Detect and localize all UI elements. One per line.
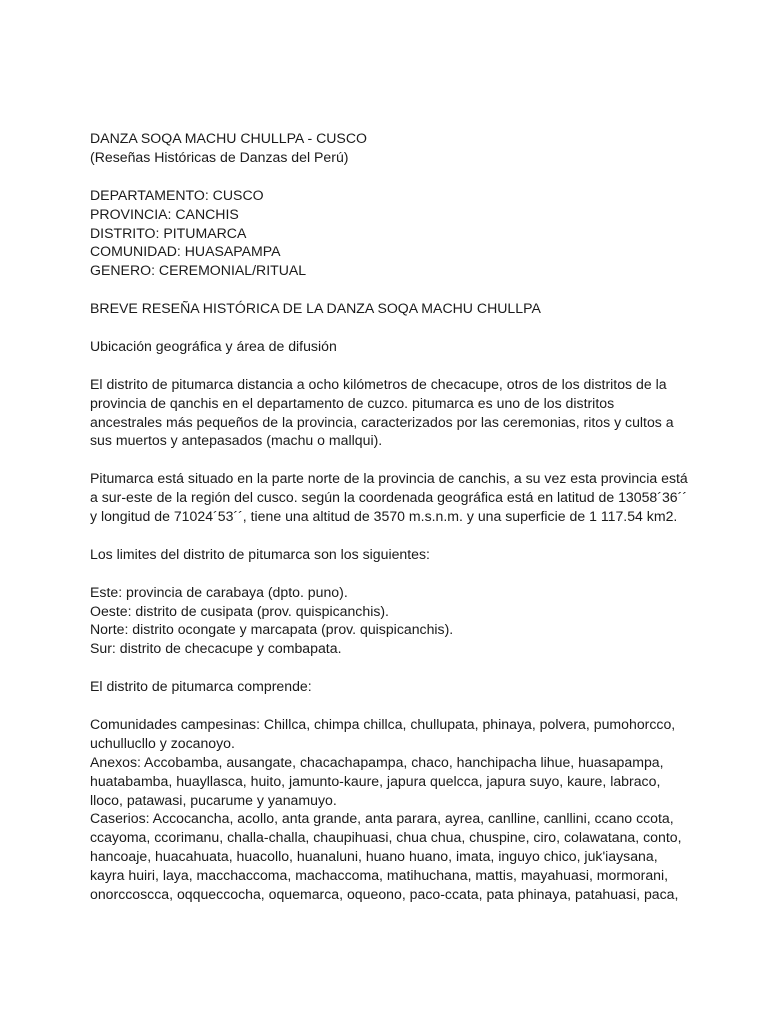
spacer: [90, 658, 680, 677]
spacer: [90, 526, 680, 545]
paragraph-line: Pitumarca está situado en la parte norte de la provincia de canchis, a su vez esta provincia está: [90, 470, 688, 487]
comprises-line: Comunidades campesinas: Chillca, chimpa chillca, chullupata, phinaya, polvera, pumohorcco,: [90, 715, 676, 732]
spacer: [90, 356, 680, 375]
limit-item: Sur: distrito de checacupe y combapata.: [90, 640, 342, 657]
spacer: [90, 450, 680, 469]
comprises-line: lloco, patawasi, pucarume y yanamuyo.: [90, 791, 337, 808]
comprises-line: huatabamba, huayllasca, huito, jamunto-kaure, japura quelcca, japura suyo, kaure, labraco,: [90, 772, 661, 789]
document-body: [90, 129, 688, 904]
info-distrito: DISTRITO: PITUMARCA: [90, 224, 247, 241]
spacer: [90, 280, 680, 299]
document-title: DANZA SOQA MACHU CHULLPA - CUSCO: [90, 130, 367, 146]
paragraph-line: sus muertos y antepasados (machu o mallqui).: [90, 432, 383, 449]
limit-item: Norte: distrito ocongate y marcapata (prov. quispicanchis).: [90, 621, 454, 638]
comprises-line: Caserios: Accocancha, acollo, anta grande, anta parara, ayrea, canlline, canllini, ccano ccota,: [90, 810, 674, 827]
spacer: [90, 564, 680, 583]
paragraph-line: y longitud de 71024´53´´, tiene una altitud de 3570 m.s.n.m. y una superficie de 1 117.54 km2.: [90, 508, 678, 525]
limit-item: Este: provincia de carabaya (dpto. puno).: [90, 583, 348, 600]
info-provincia: PROVINCIA: CANCHIS: [90, 205, 239, 222]
comprises-line: uchullucllo y zocanoyo.: [90, 734, 235, 751]
paragraph-line: provincia de qanchis en el departamento de cuzco. pitumarca es uno de los distritos: [90, 394, 615, 411]
comprises-line: ccayoma, ccorimanu, challa-challa, chaupihuasi, chua chua, chuspine, ciro, colawatana, conto,: [90, 829, 682, 846]
limit-item: Oeste: distrito de cusipata (prov. quispicanchis).: [90, 602, 389, 619]
limits-intro: Los limites del distrito de pitumarca son los siguientes:: [90, 545, 430, 562]
info-genero: GENERO: CEREMONIAL/RITUAL: [90, 262, 307, 279]
paragraph-line: a sur-este de la región del cusco. según la coordenada geográfica está en latitud de 13058´36´´: [90, 489, 688, 506]
comprises-line: onorccoscca, oqqueccocha, oquemarca, oqueono, paco-ccata, pata phinaya, patahuasi, paca,: [90, 886, 679, 903]
subsection-title: Ubicación geográfica y área de difusión: [90, 337, 337, 354]
comprises-line: hancoaje, huacahuata, huacollo, huanaluni, huano huano, imata, inguyo chico, juk'iaysana,: [90, 848, 658, 865]
info-departamento: DEPARTAMENTO: CUSCO: [90, 186, 264, 203]
section-title: BREVE RESEÑA HISTÓRICA DE LA DANZA SOQA MACHU CHULLPA: [90, 300, 541, 317]
comprises-intro: El distrito de pitumarca comprende:: [90, 678, 312, 695]
spacer: [90, 318, 680, 337]
info-comunidad: COMUNIDAD: HUASAPAMPA: [90, 243, 281, 260]
paragraph-line: El distrito de pitumarca distancia a ocho kilómetros de checacupe, otros de los distritos de la: [90, 375, 667, 392]
spacer: [90, 167, 680, 186]
spacer: [90, 696, 680, 715]
comprises-line: kayra huiri, laya, macchaccoma, machaccoma, matihuchana, mattis, mayahuasi, mormorani,: [90, 867, 669, 884]
paragraph-line: ancestrales más pequeños de la provincia, caracterizados por las ceremonias, ritos y cultos a: [90, 413, 674, 430]
comprises-line: Anexos: Accobamba, ausangate, chacachapampa, chaco, hanchipacha lihue, huasapampa,: [90, 753, 664, 770]
document-subtitle: (Reseñas Históricas de Danzas del Perú): [90, 148, 349, 165]
